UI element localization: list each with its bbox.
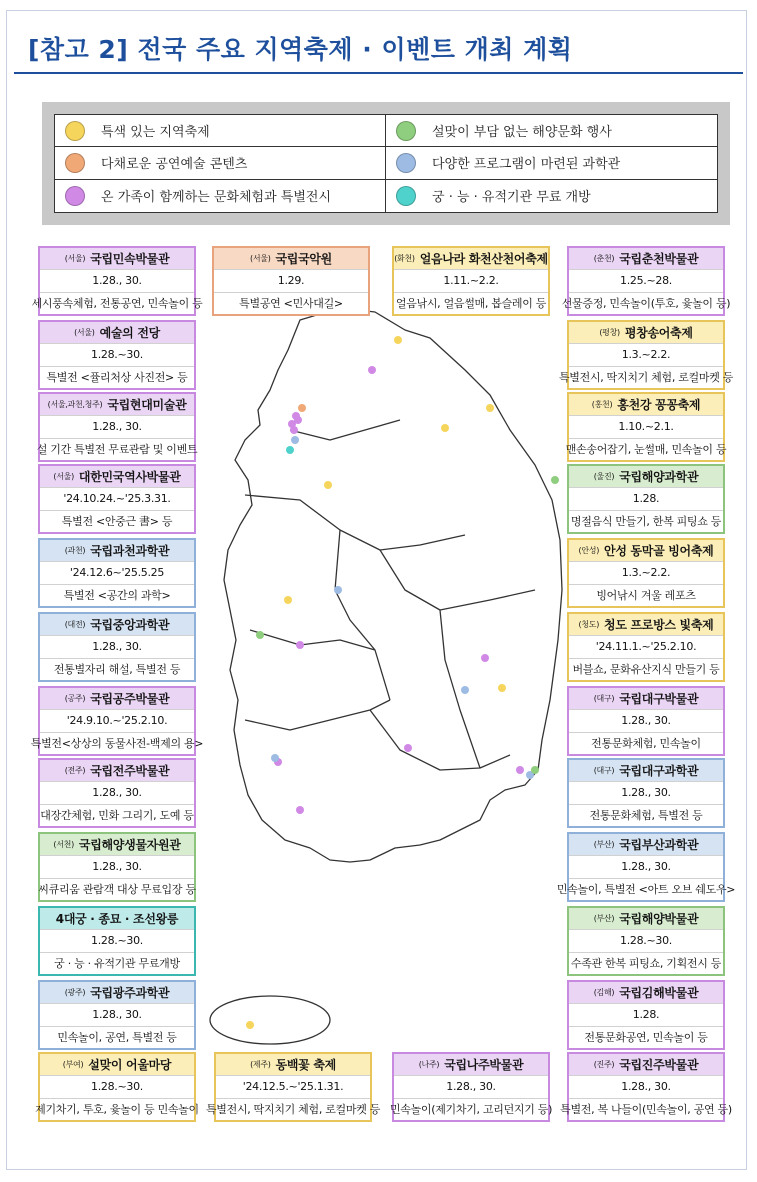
map-marker-icon [288, 420, 296, 428]
event-card [38, 538, 196, 608]
event-header [40, 688, 194, 709]
event-name: 국립김해박물관 [619, 986, 699, 1001]
event-card [567, 758, 725, 828]
event-card [567, 686, 725, 756]
map-marker-icon [298, 404, 306, 412]
map-marker-icon [394, 336, 402, 344]
legend-label: 특색 있는 지역축제 [101, 125, 210, 141]
event-card [38, 464, 196, 534]
map-marker-icon [334, 586, 342, 594]
event-date: 1.28., 30. [40, 781, 194, 803]
event-region: (안성) [578, 546, 600, 556]
event-date: '24.12.5.~'25.1.31. [216, 1075, 370, 1097]
event-description: 버블쇼, 문화유산지식 만들기 등 [569, 658, 723, 680]
event-header [40, 982, 194, 1003]
event-header [216, 1054, 370, 1075]
legend-item [55, 115, 386, 147]
event-card [567, 906, 725, 976]
event-date: 1.10.~2.1. [569, 415, 723, 437]
event-name: 국립해양과학관 [619, 470, 699, 485]
event-description: 특별전, 복 나들이(민속놀이, 공연 등) [569, 1098, 723, 1120]
province-boundaries [245, 420, 535, 770]
event-card [38, 758, 196, 828]
event-date: 1.3.~2.2. [569, 561, 723, 583]
event-description: 빙어낚시 겨울 레포츠 [569, 584, 723, 606]
map-marker-icon [246, 1021, 254, 1029]
legend-color-dot-icon [396, 121, 416, 141]
title-divider [14, 72, 743, 74]
legend-label: 다채로운 공연예술 콘텐츠 [101, 157, 248, 173]
event-name: 국립춘천박물관 [619, 252, 699, 267]
event-card [38, 832, 196, 902]
event-header [569, 1054, 723, 1075]
legend-item [55, 147, 386, 179]
legend-color-dot-icon [65, 121, 85, 141]
event-header [40, 248, 194, 269]
event-card [392, 246, 550, 316]
event-date: 1.28., 30. [40, 269, 194, 291]
event-header [569, 834, 723, 855]
event-description: 세시풍속체험, 전통공연, 민속놀이 등 [40, 292, 194, 314]
map-marker-icon [324, 481, 332, 489]
legend-item [55, 180, 386, 212]
event-date: 1.3.~2.2. [569, 343, 723, 365]
event-name: 국립과천과학관 [90, 544, 170, 559]
legend-label: 궁 · 능 · 유적기관 무료 개방 [432, 190, 591, 206]
event-header [40, 394, 194, 415]
event-description: 특별전 <퓰리처상 사진전> 등 [40, 366, 194, 388]
event-region: (서울,과천,청주) [47, 400, 103, 410]
event-name: 대한민국역사박물관 [78, 470, 181, 485]
event-description: 특별전시, 딱지치기 체험, 로컬마켓 등 [569, 366, 723, 388]
event-date: 1.28., 30. [394, 1075, 548, 1097]
event-name: 국립전주박물관 [90, 764, 170, 779]
event-header [569, 982, 723, 1003]
legend-item [386, 115, 717, 147]
event-header [569, 540, 723, 561]
event-region: (평창) [599, 328, 620, 338]
event-card [38, 980, 196, 1050]
event-card [567, 464, 725, 534]
event-name: 평창송어축제 [624, 326, 693, 341]
event-card [35, 1052, 199, 1122]
event-region: (김해) [593, 988, 615, 998]
event-date: '24.11.1.~'25.2.10. [569, 635, 723, 657]
event-name: 국립해양박물관 [619, 912, 699, 927]
map-marker-icon [286, 446, 294, 454]
event-card [558, 320, 734, 390]
legend-color-dot-icon [396, 153, 416, 173]
event-card [31, 246, 203, 316]
event-description: 특별전 <안중근 書> 등 [40, 510, 194, 532]
event-date: 1.28.~30. [40, 929, 194, 951]
event-card [30, 686, 204, 756]
event-name: 청도 프로방스 빛축제 [604, 618, 714, 633]
event-name: 국립현대미술관 [107, 398, 187, 413]
event-header [394, 248, 548, 269]
event-description: 얼음낚시, 얼음썰매, 봅슬레이 등 [394, 292, 548, 314]
event-region: (대전) [64, 620, 86, 630]
event-card [38, 906, 196, 976]
event-header [569, 394, 723, 415]
event-card [212, 246, 370, 316]
event-region: (서울) [53, 472, 74, 482]
event-card [38, 320, 196, 390]
legend-color-dot-icon [396, 186, 416, 206]
event-description: 제기차기, 투호, 윷놀이 등 민속놀이 [40, 1098, 194, 1120]
event-date: 1.28., 30. [569, 855, 723, 877]
event-name: 국립공주박물관 [90, 692, 170, 707]
event-card [38, 612, 196, 682]
event-description: 궁 · 능 · 유적기관 무료개방 [40, 952, 194, 974]
event-header [569, 908, 723, 929]
event-card [556, 832, 736, 902]
mainland-outline [224, 308, 562, 862]
event-header [394, 1054, 548, 1075]
map-marker-icon [531, 766, 539, 774]
event-description: 맨손송어잡기, 눈썰매, 민속놀이 등 [569, 438, 723, 460]
event-region: (서울) [250, 254, 271, 264]
map-marker-icon [486, 404, 494, 412]
legend-color-dot-icon [65, 153, 85, 173]
event-region: (제주) [250, 1060, 271, 1070]
legend-item [386, 147, 717, 179]
map-marker-icon [296, 806, 304, 814]
event-description: 민속놀이, 특별전 <아트 오브 쉐도우> [569, 878, 723, 900]
event-header [569, 614, 723, 635]
event-date: 1.28. [569, 487, 723, 509]
map-marker-icon [481, 654, 489, 662]
legend-label: 온 가족이 함께하는 문화체험과 특별전시 [101, 190, 332, 206]
event-region: (전주) [64, 766, 86, 776]
event-card [567, 612, 725, 682]
event-header [40, 908, 194, 929]
event-card [567, 538, 725, 608]
event-description: 선물증정, 민속놀이(투호, 윷놀이 등) [569, 292, 723, 314]
map-marker-icon [256, 631, 264, 639]
event-card [38, 392, 196, 462]
event-card [205, 1052, 381, 1122]
event-date: 1.29. [214, 269, 368, 291]
event-date: 1.28.~30. [40, 343, 194, 365]
event-region: (공주) [64, 694, 86, 704]
event-description: 전통문화체험, 특별전 등 [569, 804, 723, 826]
legend-table [54, 114, 718, 213]
event-name: 국립대구과학관 [619, 764, 699, 779]
event-region: (대구) [593, 766, 615, 776]
event-region: (부산) [593, 914, 615, 924]
event-description: 특별전 <공간의 과학> [40, 584, 194, 606]
map-marker-icon [516, 766, 524, 774]
event-date: 1.28., 30. [40, 635, 194, 657]
event-name: 국립부산과학관 [619, 838, 699, 853]
event-header [569, 760, 723, 781]
event-header [214, 248, 368, 269]
event-region: (부여) [62, 1060, 84, 1070]
map-marker-icon [551, 476, 559, 484]
event-name: 예술의 전당 [99, 326, 160, 341]
event-name: 홍천강 꽁꽁축제 [617, 398, 701, 413]
event-name: 얼음나라 화천산천어축제 [419, 252, 548, 267]
map-marker-icon [284, 596, 292, 604]
event-date: '24.10.24.~'25.3.31. [40, 487, 194, 509]
jeju-outline [210, 996, 330, 1044]
event-region: (울진) [593, 472, 615, 482]
event-name: 국립진주박물관 [619, 1058, 699, 1073]
event-description: 전통별자리 해설, 특별전 등 [40, 658, 194, 680]
event-name: 국립나주박물관 [444, 1058, 524, 1073]
event-region: (과천) [64, 546, 86, 556]
event-header [569, 248, 723, 269]
event-description: 수족관 한복 피팅쇼, 기획전시 등 [569, 952, 723, 974]
event-card [561, 246, 731, 316]
event-card [560, 1052, 732, 1122]
event-card [567, 980, 725, 1050]
event-description: 특별공연 <민사대길> [214, 292, 368, 314]
event-date: 1.28.~30. [40, 1075, 194, 1097]
event-date: 1.28., 30. [569, 709, 723, 731]
event-date: 1.28., 30. [569, 781, 723, 803]
event-description: 전통문화공연, 민속놀이 등 [569, 1026, 723, 1048]
event-date: 1.11.~2.2. [394, 269, 548, 291]
event-description: 설 기간 특별전 무료관람 및 이벤트 [40, 438, 194, 460]
map-marker-icon [404, 744, 412, 752]
event-description: 민속놀이, 공연, 특별전 등 [40, 1026, 194, 1048]
event-card [567, 392, 725, 462]
event-header [40, 760, 194, 781]
map-marker-icon [498, 684, 506, 692]
map-marker-icon [441, 424, 449, 432]
event-name: 국립광주과학관 [90, 986, 170, 1001]
map-marker-icon [461, 686, 469, 694]
event-name: 안성 동막골 빙어축제 [604, 544, 714, 559]
event-header [569, 688, 723, 709]
event-header [40, 540, 194, 561]
event-description: 특별전시, 딱지치기 체험, 로컬마켓 등 [216, 1098, 370, 1120]
event-region: (춘천) [593, 254, 615, 264]
event-name: 국립대구박물관 [619, 692, 699, 707]
event-header [40, 322, 194, 343]
event-description: 특별전<상상의 동물사전-백제의 용> [40, 732, 194, 754]
event-header [569, 322, 723, 343]
page-title: [참고 2] 전국 주요 지역축제 · 이벤트 개최 계획 [28, 35, 573, 64]
event-region: (진주) [593, 1060, 615, 1070]
map-marker-icon [292, 412, 300, 420]
event-region: (부산) [593, 840, 615, 850]
event-date: '24.12.6~'25.5.25 [40, 561, 194, 583]
event-region: (광주) [64, 988, 86, 998]
map-marker-icon [271, 754, 279, 762]
event-header [569, 466, 723, 487]
korea-map [190, 300, 570, 1080]
event-date: 1.28., 30. [40, 1003, 194, 1025]
event-date: 1.28., 30. [40, 855, 194, 877]
event-description: 전통문화체험, 민속놀이 [569, 732, 723, 754]
event-region: (청도) [578, 620, 600, 630]
event-name: 국립국악원 [275, 252, 332, 267]
event-description: 명절음식 만들기, 한복 피팅쇼 등 [569, 510, 723, 532]
event-region: (대구) [593, 694, 615, 704]
legend [42, 102, 730, 225]
event-date: 1.25.~28. [569, 269, 723, 291]
event-date: 1.28.~30. [569, 929, 723, 951]
event-region: (나주) [418, 1060, 440, 1070]
event-region: (화천) [394, 254, 415, 264]
map-marker-icon [291, 436, 299, 444]
event-name: 동백꽃 축제 [275, 1058, 336, 1073]
event-date: 1.28., 30. [40, 415, 194, 437]
legend-item [386, 180, 717, 212]
event-name: 국립민속박물관 [90, 252, 170, 267]
event-region: (서울) [64, 254, 86, 264]
event-name: 4대궁 · 종묘 · 조선왕릉 [55, 912, 179, 927]
event-date: 1.28. [569, 1003, 723, 1025]
legend-color-dot-icon [65, 186, 85, 206]
event-description: 대장간체험, 민화 그리기, 도예 등 [40, 804, 194, 826]
map-marker-icon [296, 641, 304, 649]
event-header [40, 834, 194, 855]
event-header [40, 1054, 194, 1075]
event-name: 국립해양생물자원관 [78, 838, 181, 853]
event-date: '24.9.10.~'25.2.10. [40, 709, 194, 731]
event-name: 설맞이 어울마당 [88, 1058, 172, 1073]
event-region: (서천) [53, 840, 74, 850]
event-description: 씨큐리움 관람객 대상 무료입장 등 [40, 878, 194, 900]
event-date: 1.28., 30. [569, 1075, 723, 1097]
event-header [40, 466, 194, 487]
legend-label: 다양한 프로그램이 마련된 과학관 [432, 157, 621, 173]
event-description: 민속놀이(제기차기, 고리던지기 등) [394, 1098, 548, 1120]
event-region: (서울) [74, 328, 95, 338]
event-name: 국립중앙과학관 [90, 618, 170, 633]
event-card [389, 1052, 553, 1122]
map-marker-icon [368, 366, 376, 374]
event-region: (홍천) [591, 400, 613, 410]
event-header [40, 614, 194, 635]
legend-label: 설맞이 부담 없는 해양문화 행사 [432, 125, 612, 141]
